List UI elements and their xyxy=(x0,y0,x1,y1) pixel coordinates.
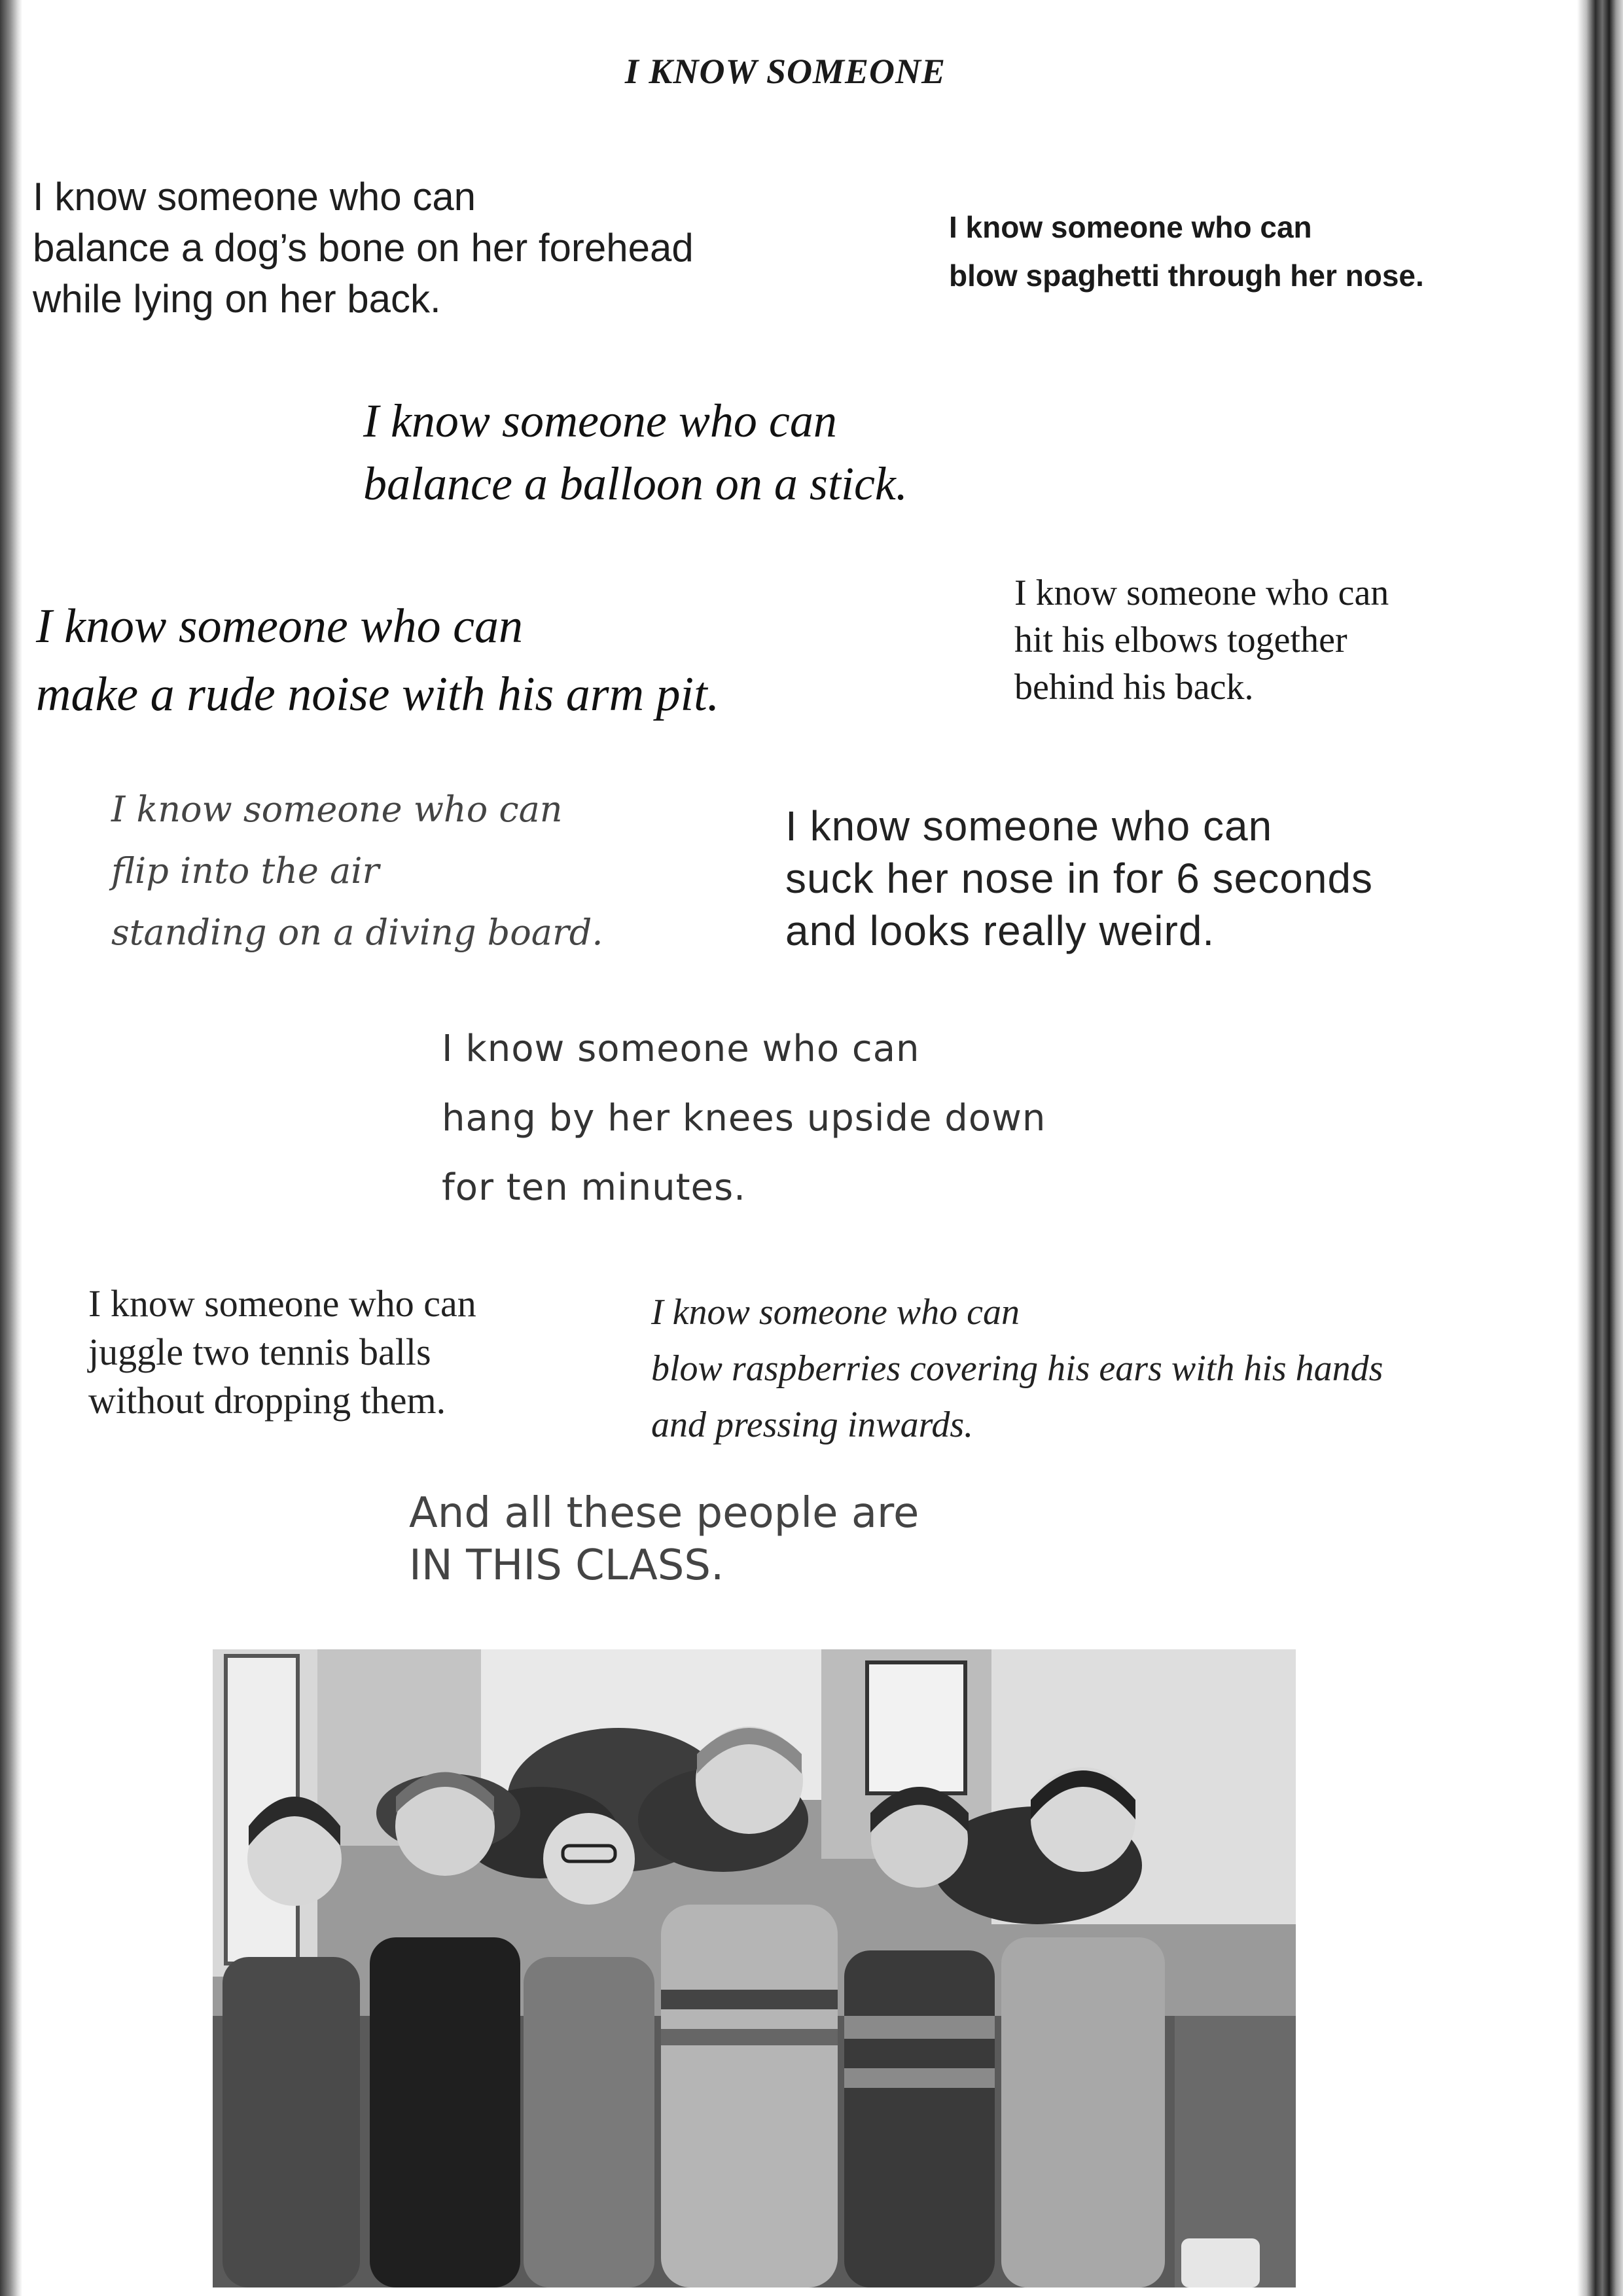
verse-line: I know someone who can xyxy=(111,789,563,830)
verse-line: make a rude noise with his arm pit. xyxy=(36,668,720,721)
verse-line: juggle two tennis balls xyxy=(88,1331,431,1373)
verse-diving-board xyxy=(111,779,603,963)
verse-line: I know someone who can xyxy=(1014,573,1389,613)
verse-line: and looks really weird. xyxy=(785,907,1215,954)
verse-line: without dropping them. xyxy=(88,1379,446,1422)
verse-line: I know someone who can xyxy=(33,175,476,219)
verse-dog-bone xyxy=(33,171,694,325)
verse-line: hang by her knees upside down xyxy=(442,1097,1046,1139)
verse-line: I know someone who can xyxy=(651,1292,1020,1333)
verse-line: balance a dog’s bone on her forehead xyxy=(33,226,694,270)
verse-arm-pit xyxy=(36,592,719,728)
verse-line: hit his elbows together xyxy=(1014,620,1347,660)
verse-line: balance a balloon on a stick. xyxy=(363,457,908,510)
verse-line: I know someone who can xyxy=(785,802,1273,850)
verse-line: blow raspberries covering his ears with his hands xyxy=(651,1348,1383,1389)
class-photo xyxy=(213,1649,1296,2287)
verse-line: for ten minutes. xyxy=(442,1166,746,1209)
verse-line: suck her nose in for 6 seconds xyxy=(785,855,1374,902)
verse-line: behind his back. xyxy=(1014,667,1254,708)
closing-line: IN THIS CLASS. xyxy=(409,1541,724,1590)
closing-line: And all these people are xyxy=(409,1489,919,1537)
verse-line: I know someone who can xyxy=(36,600,523,653)
book-spine-shadow xyxy=(0,0,22,2296)
verse-line: and pressing inwards. xyxy=(651,1405,974,1445)
verse-line: I know someone who can xyxy=(442,1028,920,1070)
verse-balloon xyxy=(363,389,908,515)
verse-elbows xyxy=(1014,569,1389,711)
verse-line: while lying on her back. xyxy=(33,277,441,321)
verse-line: blow spaghetti through her nose. xyxy=(949,259,1424,293)
verse-nose xyxy=(785,800,1373,957)
verse-line: I know someone who can xyxy=(88,1282,476,1325)
verse-line: I know someone who can xyxy=(949,210,1312,244)
closing-statement xyxy=(409,1487,919,1592)
verse-knees xyxy=(442,1014,1046,1223)
verse-line: standing on a diving board. xyxy=(111,912,603,953)
verse-tennis-balls xyxy=(88,1280,476,1425)
verse-spaghetti xyxy=(949,203,1424,300)
verse-line: I know someone who can xyxy=(363,395,837,447)
verse-line: flip into the air xyxy=(111,850,380,891)
verse-raspberries xyxy=(651,1284,1383,1453)
page-title: I KNOW SOMEONE xyxy=(624,52,946,91)
page-edge-shadow xyxy=(1577,0,1623,2296)
